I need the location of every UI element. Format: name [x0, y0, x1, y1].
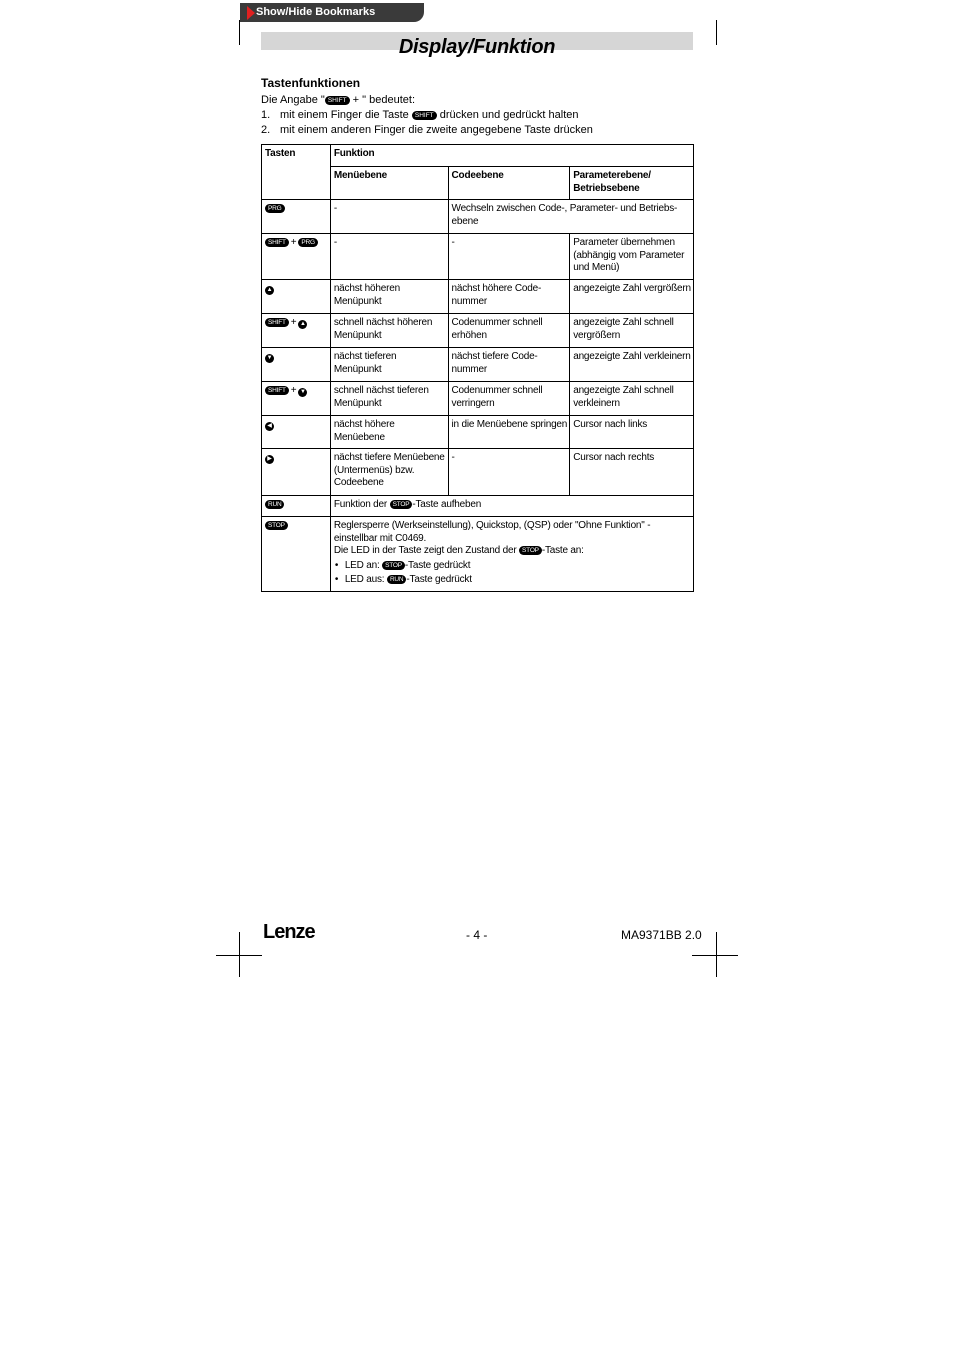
cell-text: Reglersperre (Werkseinstellung), Quickstop, (QSP) oder "Ohne Funktion" - einstellbar mit C0469.: [333, 520, 651, 544]
table-row: [262, 314, 694, 348]
prg-key-icon: PRG: [298, 238, 318, 247]
crop-mark: [716, 20, 717, 45]
key-cell: [262, 314, 331, 348]
table-row: [262, 449, 694, 496]
crop-mark: [239, 932, 240, 977]
key-cell: [262, 496, 331, 517]
table-row: [262, 200, 694, 234]
table-row: [262, 517, 694, 592]
cell-menu: nächst höhere Menüebene: [330, 416, 448, 449]
crop-mark: [716, 932, 717, 977]
section-heading: Tastenfunktionen: [261, 76, 361, 90]
cell-code: in die Menüebene springen: [448, 416, 570, 449]
key-cell: [262, 517, 331, 592]
cell-code: -: [448, 449, 570, 496]
cell-menu: nächst höheren Menüpunkt: [330, 280, 448, 314]
bookmark-label: Show/Hide Bookmarks: [256, 6, 376, 18]
list-number: 2.: [261, 124, 271, 136]
shift-key-icon: SHIFT: [265, 386, 289, 395]
header-funktion: Funktion: [330, 145, 693, 167]
shift-key-icon: SHIFT: [265, 318, 289, 327]
stop-key-icon: STOP: [390, 500, 413, 509]
document-id: MA9371BB 2.0: [621, 928, 702, 942]
arrow-down-icon: ▼: [300, 389, 306, 395]
cell-menu: schnell nächst höheren Menüpunkt: [330, 314, 448, 348]
arrow-right-icon: ▶: [265, 455, 274, 464]
led-bullet-list: [334, 560, 691, 587]
cell-text: -Taste gedrückt: [406, 574, 472, 585]
header-tasten: Tasten: [262, 145, 331, 200]
list-item: [261, 123, 593, 138]
header-codeebene: Codeebene: [448, 167, 570, 200]
cell-text: -Taste aufheben: [412, 499, 482, 510]
cell-code: nächst höhere Code-nummer: [448, 280, 570, 314]
list-item: [334, 574, 691, 587]
cell-code-param: Wechseln zwischen Code-, Parameter- und Betriebs-ebene: [448, 200, 693, 234]
cell-code: nächst tiefere Code-nummer: [448, 348, 570, 382]
table-row: [262, 234, 694, 280]
cell-text: Funktion der: [333, 499, 390, 510]
cell-param: Parameter übernehmen (abhängig vom Parameter und Menü): [570, 234, 694, 280]
arrow-up-icon: ▲: [300, 321, 306, 327]
key-cell: [262, 348, 331, 382]
table-row: [262, 280, 694, 314]
table-header-row: [262, 145, 694, 167]
cell-text: Die LED in der Taste zeigt den Zustand der: [333, 545, 520, 556]
crop-mark: [239, 20, 240, 45]
cell-param: angezeigte Zahl schnell vergrößern: [570, 314, 694, 348]
shift-key-icon: SHIFT: [412, 111, 437, 120]
header-parameterebene: Parameterebene/ Betriebsebene: [570, 167, 694, 200]
cell-param: Cursor nach links: [570, 416, 694, 449]
plus-sign: +: [290, 237, 297, 248]
list-text: drücken und gedrückt halten: [436, 109, 579, 121]
arrow-right-icon: [247, 6, 255, 20]
table-row: [262, 496, 694, 517]
list-number: 1.: [261, 109, 271, 121]
cell-code: Codenummer schnell verringern: [448, 382, 570, 416]
list-text: mit einem Finger die Taste: [280, 109, 412, 121]
cell-code: Codenummer schnell erhöhen: [448, 314, 570, 348]
arrow-down-icon: ▼: [266, 355, 273, 361]
plus-sign: +: [290, 317, 297, 328]
page-title: Display/Funktion: [398, 36, 556, 58]
intro-text: + " bedeutet:: [349, 94, 415, 106]
table-row: [262, 382, 694, 416]
cell-menu: -: [330, 234, 448, 280]
stop-key-icon: STOP: [382, 561, 405, 570]
cell-menu: schnell nächst tieferen Menüpunkt: [330, 382, 448, 416]
intro-text: Die Angabe ": [261, 94, 325, 106]
prg-key-icon: PRG: [265, 204, 285, 213]
cell-param: angezeigte Zahl schnell verkleinern: [570, 382, 694, 416]
key-cell: [262, 200, 331, 234]
cell-text-line: [334, 545, 691, 558]
stop-key-icon: STOP: [265, 521, 288, 530]
list-item: [334, 560, 691, 573]
key-cell: [262, 449, 331, 496]
intro-line: [261, 93, 593, 108]
table-row: [262, 416, 694, 449]
crop-mark: [692, 955, 738, 956]
cell-menu: -: [330, 200, 448, 234]
run-key-icon: RUN: [265, 500, 284, 509]
cell-text: LED aus:: [344, 574, 387, 585]
cell-param: angezeigte Zahl vergrößern: [570, 280, 694, 314]
shift-key-icon: SHIFT: [325, 96, 350, 105]
key-function-table: [261, 144, 694, 592]
show-hide-bookmarks-button[interactable]: [240, 3, 424, 22]
key-cell: [262, 234, 331, 280]
table-row: [262, 348, 694, 382]
lenze-logo: Lenze: [263, 921, 315, 943]
cell-param: Cursor nach rechts: [570, 449, 694, 496]
cell-full: [330, 517, 693, 592]
shift-key-icon: SHIFT: [265, 238, 289, 247]
key-cell: [262, 382, 331, 416]
arrow-left-icon: ◀: [265, 422, 274, 431]
page-number: - 4 -: [466, 928, 488, 942]
cell-menu: nächst tieferen Menüpunkt: [330, 348, 448, 382]
plus-sign: +: [290, 385, 297, 396]
cell-param: angezeigte Zahl verkleinern: [570, 348, 694, 382]
cell-text: LED an:: [344, 559, 383, 571]
key-cell: [262, 416, 331, 449]
cell-text: -Taste gedrückt: [404, 559, 471, 571]
cell-text: -Taste an:: [541, 545, 584, 556]
run-key-icon: RUN: [387, 575, 406, 584]
arrow-up-icon: ▲: [266, 287, 273, 293]
list-text: mit einem anderen Finger die zweite angegebene Taste drücken: [280, 124, 593, 136]
intro-section: [261, 76, 593, 138]
cell-code: -: [448, 234, 570, 280]
cell-menu: nächst tiefere Menüebene (Untermenüs) bzw. Codeebene: [330, 449, 448, 496]
key-cell: [262, 280, 331, 314]
stop-key-icon: STOP: [519, 546, 542, 555]
header-menuebene: Menüebene: [330, 167, 448, 200]
cell-full: [330, 496, 693, 517]
list-item: [261, 108, 593, 123]
